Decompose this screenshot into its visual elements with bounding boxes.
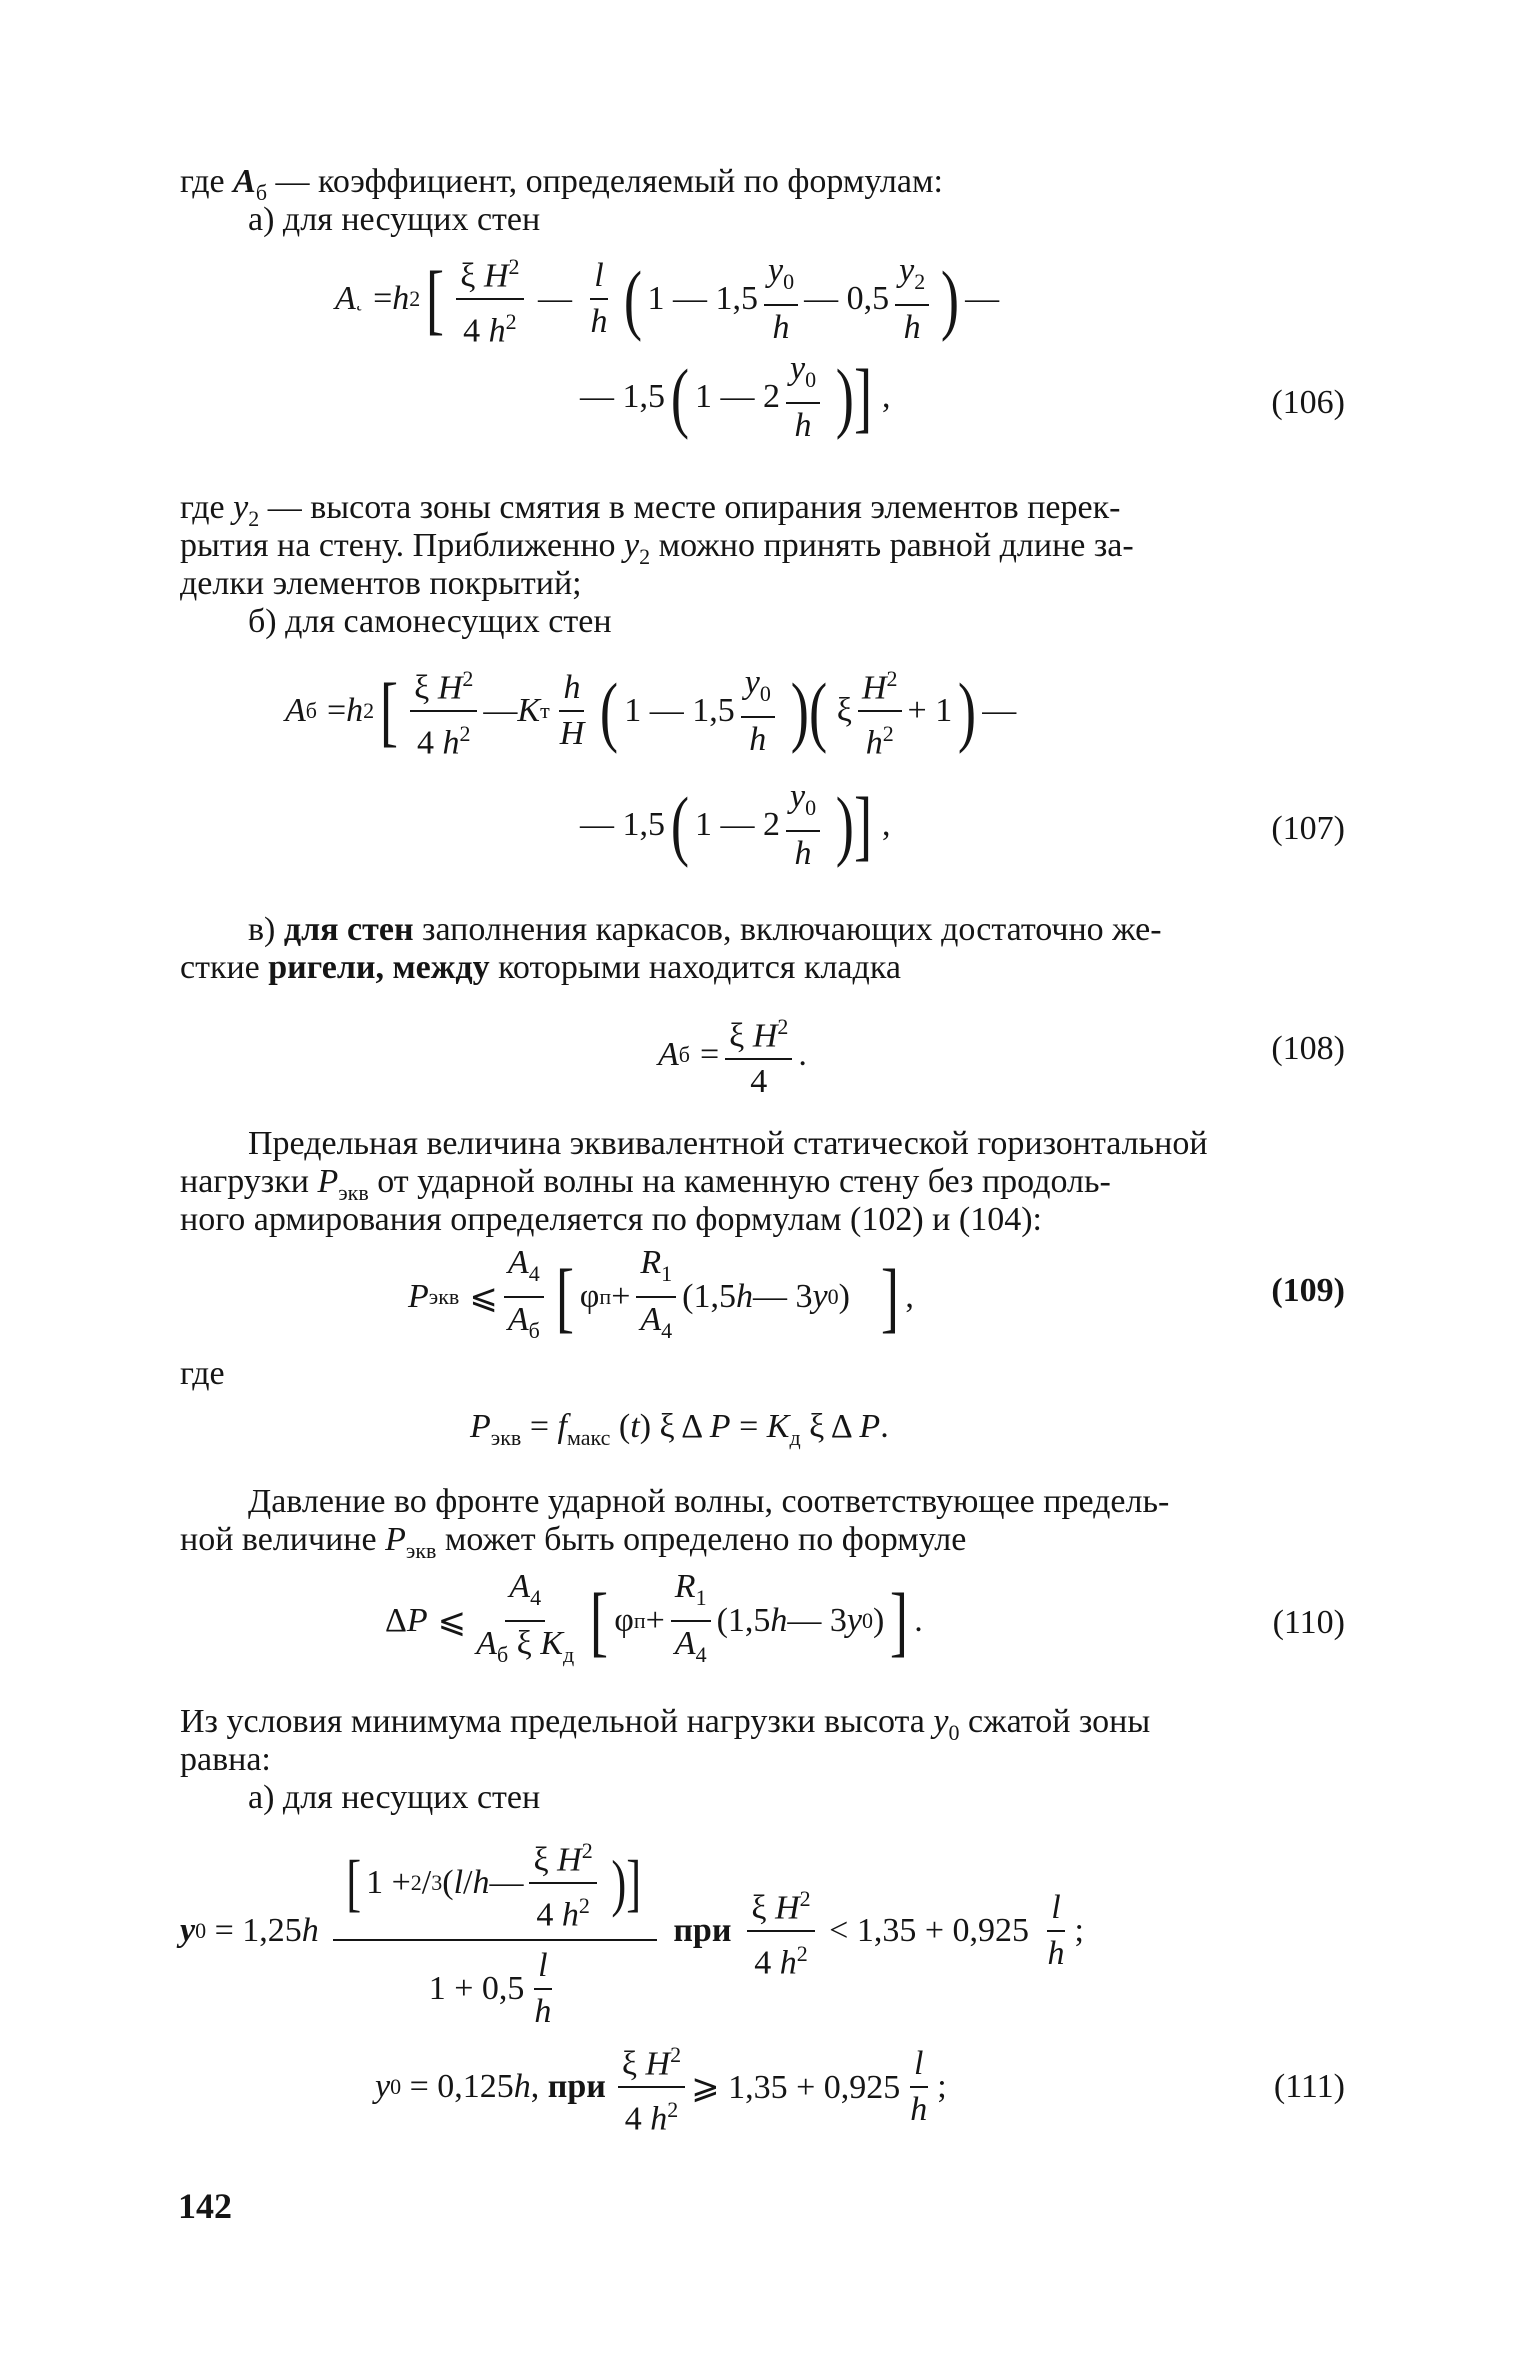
equation-number-111: (111) [1273,2068,1345,2105]
para-pressure-line1: Давление во фронте ударной волны, соответствующее предель- [248,1483,1170,1520]
intro-line: где $A_б$ — коэффициент, определяемый по формулам: [180,163,943,205]
equation-106-line2: — 1,5 ( 1 — 2 $\frac{y_0}{h}$ )] , [580,350,891,444]
equation-number-108: (108) [1271,1030,1345,1067]
condition-word-1: при [673,1912,732,1950]
equation-number-107: (107) [1271,810,1345,847]
condition-word-2: при [547,2068,606,2106]
para-min-line2: равна: [180,1741,271,1778]
para-min-line1: Из условия минимума предельной нагрузки высота $y_0$ сжатой зоны [180,1703,1151,1745]
item-c-line1: в) для стен заполнения каркасов, включающих достаточно же- [248,911,1162,948]
equation-111-line2: y 0 = 0,125 h , при $\frac{\xi H^2}{4 h^2}$ ⩾ 1,35 + 0,925 $\frac{l}{h}$ ; [375,2036,947,2139]
equation-110: Δ P ⩽ $\frac{A_4}{A_б \xi K_д}$ [ φ п + $\frac{R_1}{A_4}$ (1,5 h — 3 y 0 ) ] . [385,1568,923,1667]
y2-text-line2: рытия на стену. Приближенно $y_2$ можно принять равной длине за- [180,527,1134,569]
item-a2-label: а) для несущих стен [248,1779,541,1816]
equation-111-line1: y 0 = 1,25 h [ 1 + 2 / 3 ( l / h — $\frac{\xi H^2}{4 h^2}$ )] 1 + 0,5 $\frac{l}{h}$ при $\frac{\xi H^2}{4 h^2}$ < 1,35 + 0,925 $\frac{l}{h}$ ; [180,1832,1084,2031]
equation-107-line2: — 1,5 ( 1 — 2 $\frac{y_0}{h}$ )] , [580,778,891,872]
equation-pekv: $P_{экв} = f_{макс}$ (t) ξ Δ $P = K_д$ ξ Δ P. [470,1408,889,1450]
para-pressure-line2: ной величине $P_{экв}$ может быть определено по формуле [180,1521,967,1563]
equation-number-106: (106) [1271,384,1345,421]
item-b-label: б) для самонесущих стен [248,603,612,640]
equation-number-109: (109) [1271,1272,1345,1309]
para-load-line1: Предельная величина эквивалентной статической горизонтальной [248,1125,1208,1162]
page-number: 142 [178,2186,232,2226]
where-label: где [180,1355,225,1392]
equation-108: A б = $\frac{\xi H^2}{4}$ . [658,1008,807,1101]
para-load-line2: нагрузки $P_{экв}$ от ударной волны на каменную стену без продоль- [180,1163,1111,1205]
equation-number-110: (110) [1272,1604,1345,1641]
item-a-label: а) для несущих стен [248,201,541,238]
y2-text-line3: делки элементов покрытий; [180,565,582,602]
item-c-line2: сткие ригели, между которыми находится кладка [180,949,901,986]
equation-107-line1: A б = h 2 [ $\frac{\xi H^2}{4 h^2}$ — K т $\frac{h}{H}$ ( 1 — 1,5 $\frac{y_0}{h}$ )( ξ $\frac{H^2}{h^2}$ + 1 ) — [285,660,1016,763]
equation-106-line1: A ˛ = h 2 [ $\frac{\xi H^2}{4 h^2}$ — $\frac{l}{h}$ ( 1 — 1,5 $\frac{y_0}{h}$ — 0,5 $\frac{y_2}{h}$ ) — [335,248,999,351]
para-load-line3: ного армирования определяется по формулам (102) и (104): [180,1201,1042,1238]
equation-109: P экв ⩽ $\frac{A_4}{A_б}$ [ φ п + $\frac{R_1}{A_4}$ (1,5 h — 3 y 0 ) ] , [408,1244,914,1343]
y2-text-line1: где $y_2$ — высота зоны смятия в месте опирания элементов перек- [180,489,1121,531]
